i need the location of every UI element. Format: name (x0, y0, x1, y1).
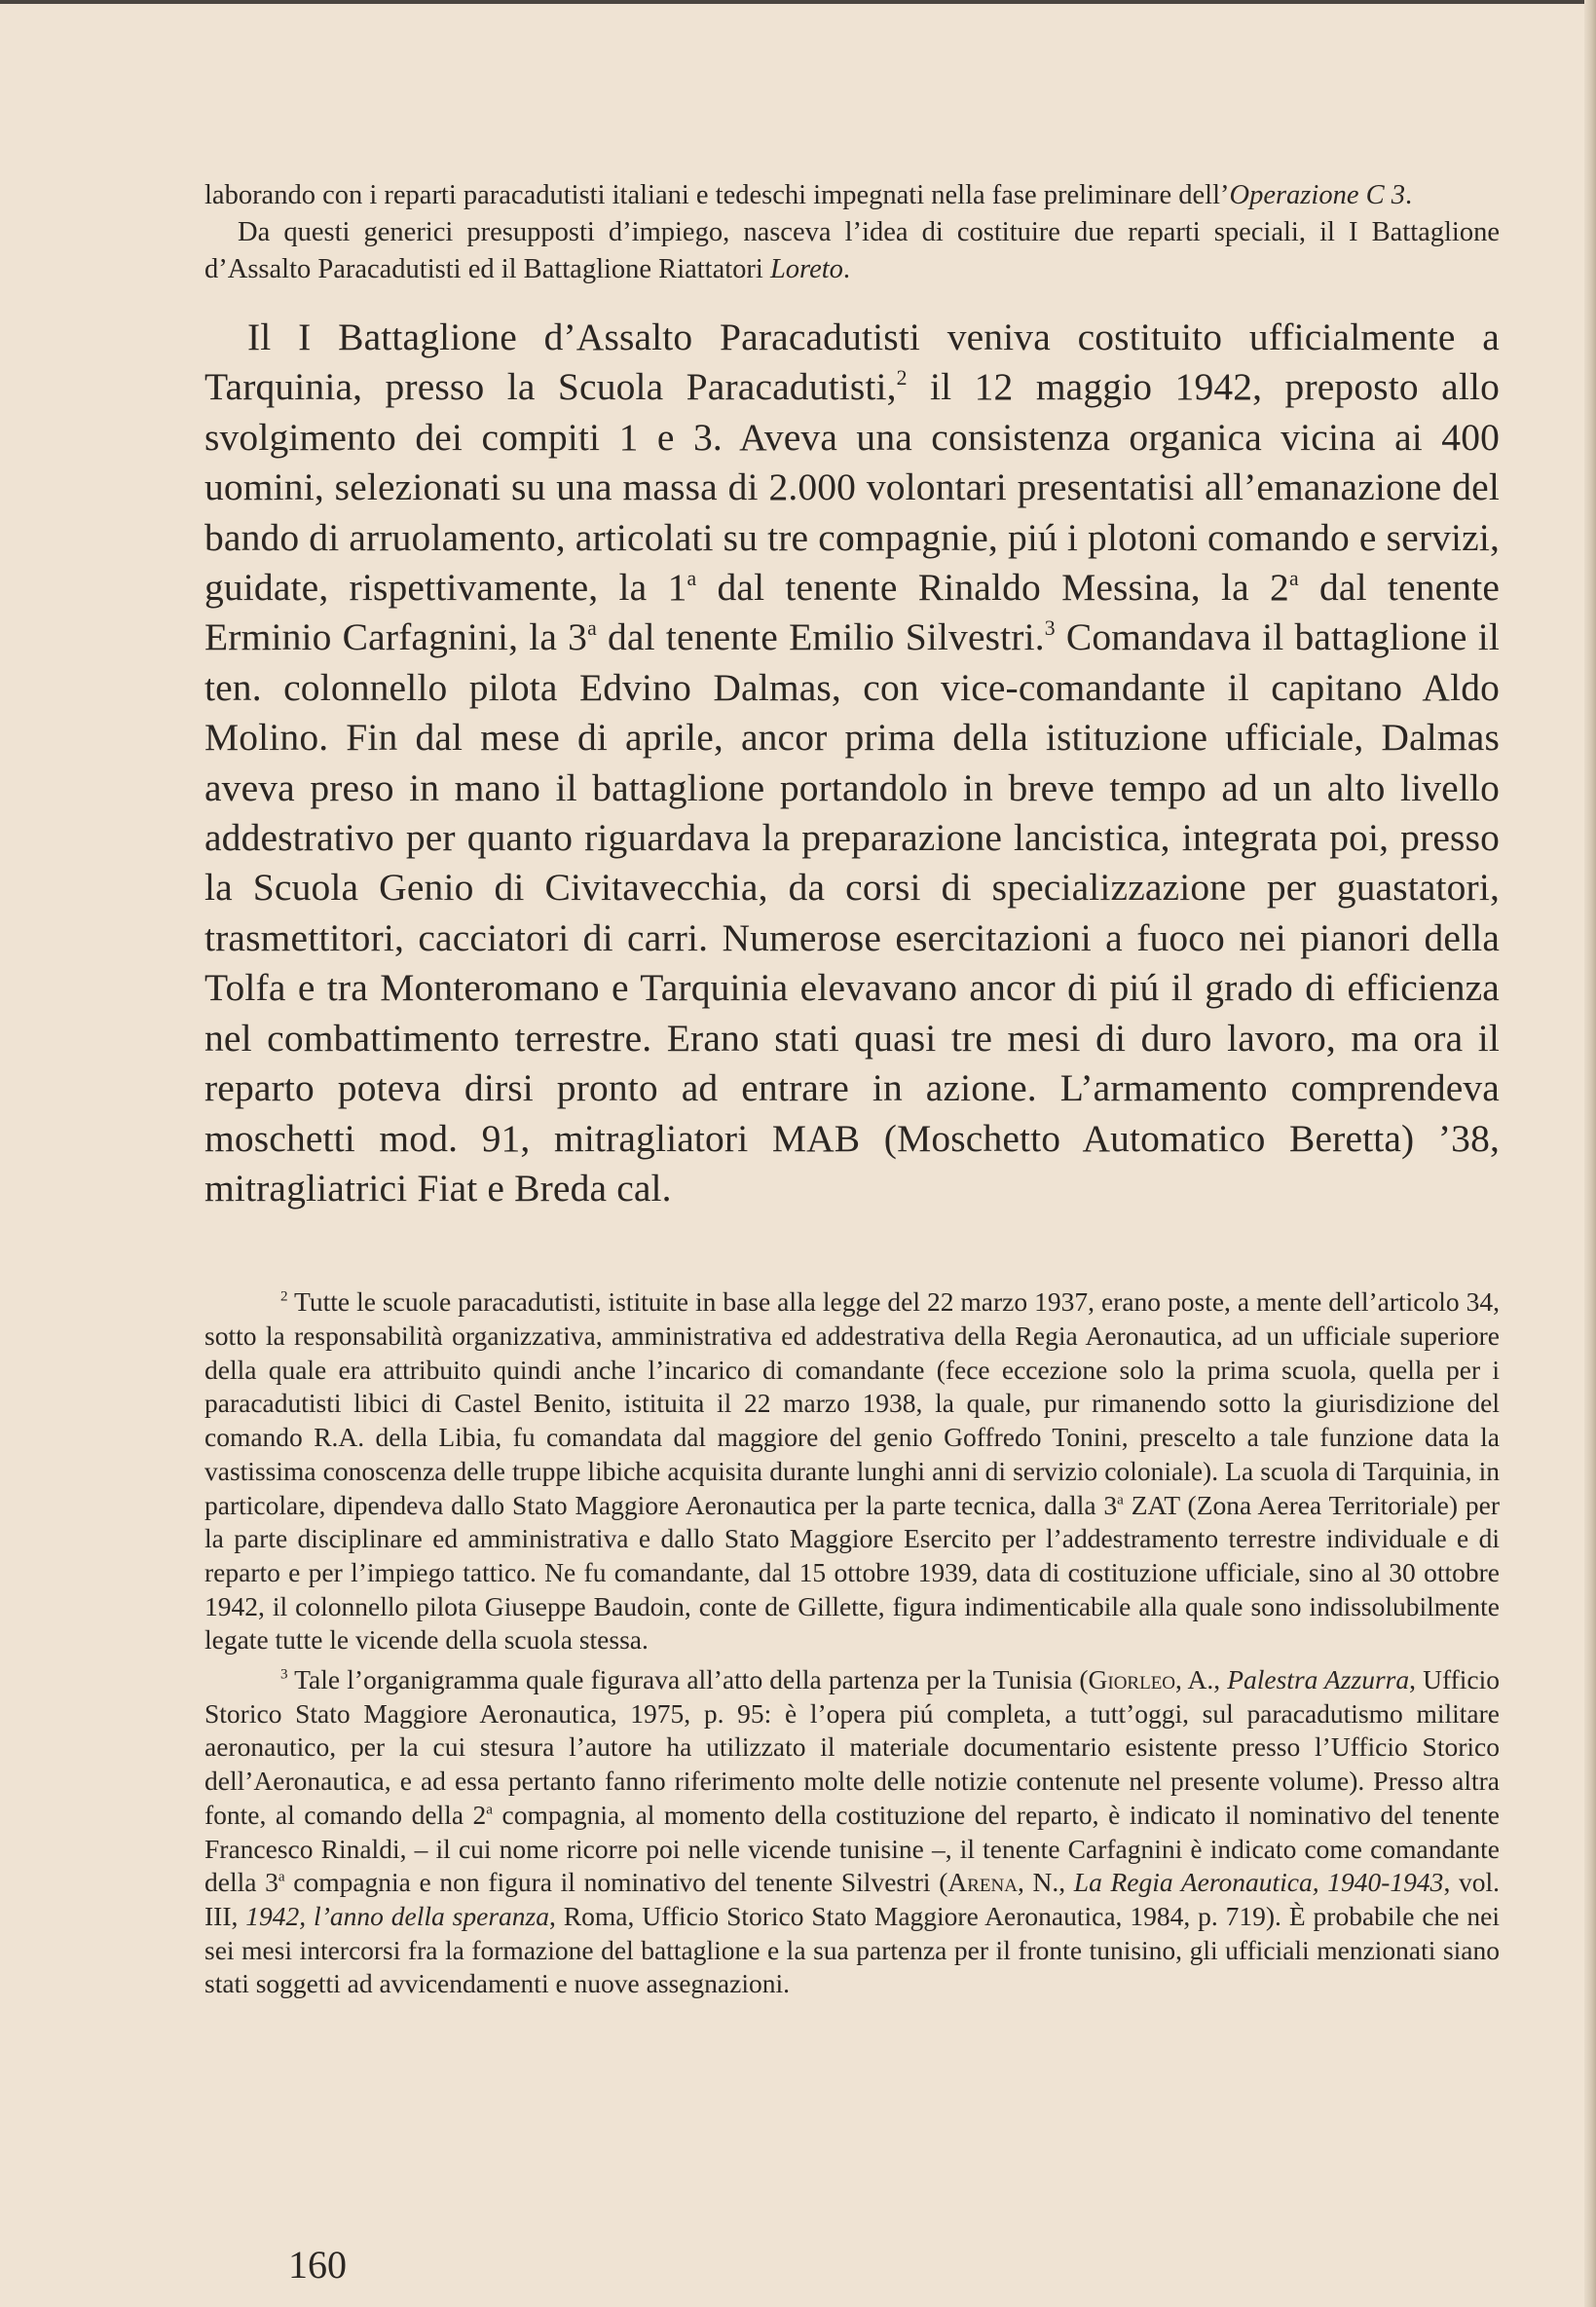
page-content (204, 177, 1500, 2007)
page-right-edge (1584, 0, 1596, 2307)
footnote-marker-2: 2 (280, 1288, 288, 1305)
footnote-marker-3: 3 (280, 1666, 288, 1683)
footnote-2: $^2$ Tutte le scuole paracadutisti, istituite in base alla legge del 22 marzo 1937, erano poste, a mente dell’articolo 34, sotto la responsabilità organizzativa, amministrativa ed addestrativa della Regia Aeronautica, ad un ufficiale superiore della quale era attribuito quindi anche l’incarico di comandante (fece eccezione solo la prima scuola, quella per i paracadutisti libici di Castel Benito, istituita il 22 marzo 1938, la quale, pur rimanendo sotto la giurisdizione del comando R.A. della Libia, fu comandata dal maggiore del genio Goffredo Tonini, prescelto a tale funzione data la vastissima conoscenza delle truppe libiche acquisita durante lunghi anni di servizio coloniale). La scuola di Tarquinia, in particolare, dipendeva dallo Stato Maggiore Aeronautica per la parte tecnica, dalla 3$^a$ ZAT (Zona Aerea Territoriale) per la parte disciplinare ed amministrativa e dallo Stato Maggiore Esercito per l’addestramento terrestre individuale e di reparto e per l’impiego tattico. Ne fu comandante, dal 15 ottobre 1939, data di costituzione ufficiale, sino al 30 ottobre 1942, il colonnello pilota Giuseppe Baudoin, conte de Gillette, figura indimenticabile alla quale sono indissolubilmente legate tutte le vicende della scuola stessa. (204, 1286, 1500, 1656)
footnote-ref-3[interactable]: 3 (1044, 616, 1056, 641)
main-paragraph: Il I Battaglione d’Assalto Paracadutisti veniva costituito ufficialmente a Tarquinia, presso la Scuola Paracadutisti,$^2$ il 12 maggio 1942, preposto allo svolgimento dei compiti 1 e 3. Aveva una consistenza organica vicina ai 400 uomini, selezionati su una massa di 2.000 volontari presentatisi all’emanazione del bando di arruolamento, articolati su tre compagnie, piú i plotoni comando e servizi, guidate, rispettivamente, la 1$^a$ dal tenente Rinaldo Messina, la 2$^a$ dal tenente Erminio Carfagnini, la 3$^a$ dal tenente Emilio Silvestri.$^3$ Comandava il battaglione il ten. colonnello pilota Edvino Dalmas, con vice-comandante il capitano Aldo Molino. Fin dal mese di aprile, ancor prima della istituzione ufficiale, Dalmas aveva preso in mano il battaglione portandolo in breve tempo ad un alto livello addestrativo per quanto riguardava la preparazione lancistica, integrata poi, presso la Scuola Genio di Civitavecchia, da corsi di specializzazione per guastatori, trasmettitori, cacciatori di carri. Numerose esercitazioni a fuoco nei pianori della Tolfa e tra Monteromano e Tarquinia elevavano ancor di piú il grado di efficienza nel combattimento terrestre. Erano stati quasi tre mesi di duro lavoro, ma ora il reparto poteva dirsi pronto ad entrare in azione. L’armamento comprendeva moschetti mod. 91, mitragliatori MAB (Moschetto Automatico Beretta) ’38, mitragliatrici Fiat e Breda cal. (204, 316, 1501, 1209)
footnote-3: $^3$ Tale l’organigramma quale figurava all’atto della partenza per la Tunisia (Giorleo, A., Palestra Azzurra, Ufficio Storico Stato Maggiore Aeronautica, 1975, p. 95: è l’opera piú completa, a tutt’oggi, sul paracadutismo militare aeronautico, per la cui stesura l’autore ha utilizzato il materiale documentario esistente presso l’Ufficio Storico dell’Aeronautica, e ad essa pertanto fanno riferimento molte delle notizie contenute nel presente volume). Presso altra fonte, al comando della 2$^a$ compagnia, al momento della costituzione del reparto, è indicato il nominativo del tenente Francesco Rinaldi, – il cui nome ricorre poi nelle vicende tunisine –, il tenente Carfagnini è indicato come comandante della 3$^a$ compagnia e non figura il nominativo del tenente Silvestri (Arena, N., La Regia Aeronautica, 1940-1943, vol. III, 1942, l’anno della speranza, Roma, Ufficio Storico Stato Maggiore Aeronautica, 1984, p. 719). È probabile che nei sei mesi intercorsi fra la formazione del battaglione e la sua partenza per il fronte tunisino, gli ufficiali menzionati siano stati soggetti ad avvicendamenti e nuove assegnazioni. (204, 1664, 1500, 1999)
paragraph-operazione: laborando con i reparti paracadutisti italiani e tedeschi impegnati nella fase preliminare dell’Operazione C 3. (204, 180, 1413, 210)
paragraph-reparti-speciali: Da questi generici presupposti d’impiego, nasceva l’idea di costituire due reparti speciali, il I Battaglione d’Assalto Paracadutisti ed il Battaglione Riattatori Loreto. (204, 217, 1500, 284)
page-number: 160 (288, 2243, 347, 2287)
preceding-text-block (204, 177, 1500, 288)
page-top-edge (0, 0, 1596, 4)
footnote-ref-2[interactable]: 2 (896, 366, 908, 391)
footnotes-section (204, 1285, 1500, 2001)
